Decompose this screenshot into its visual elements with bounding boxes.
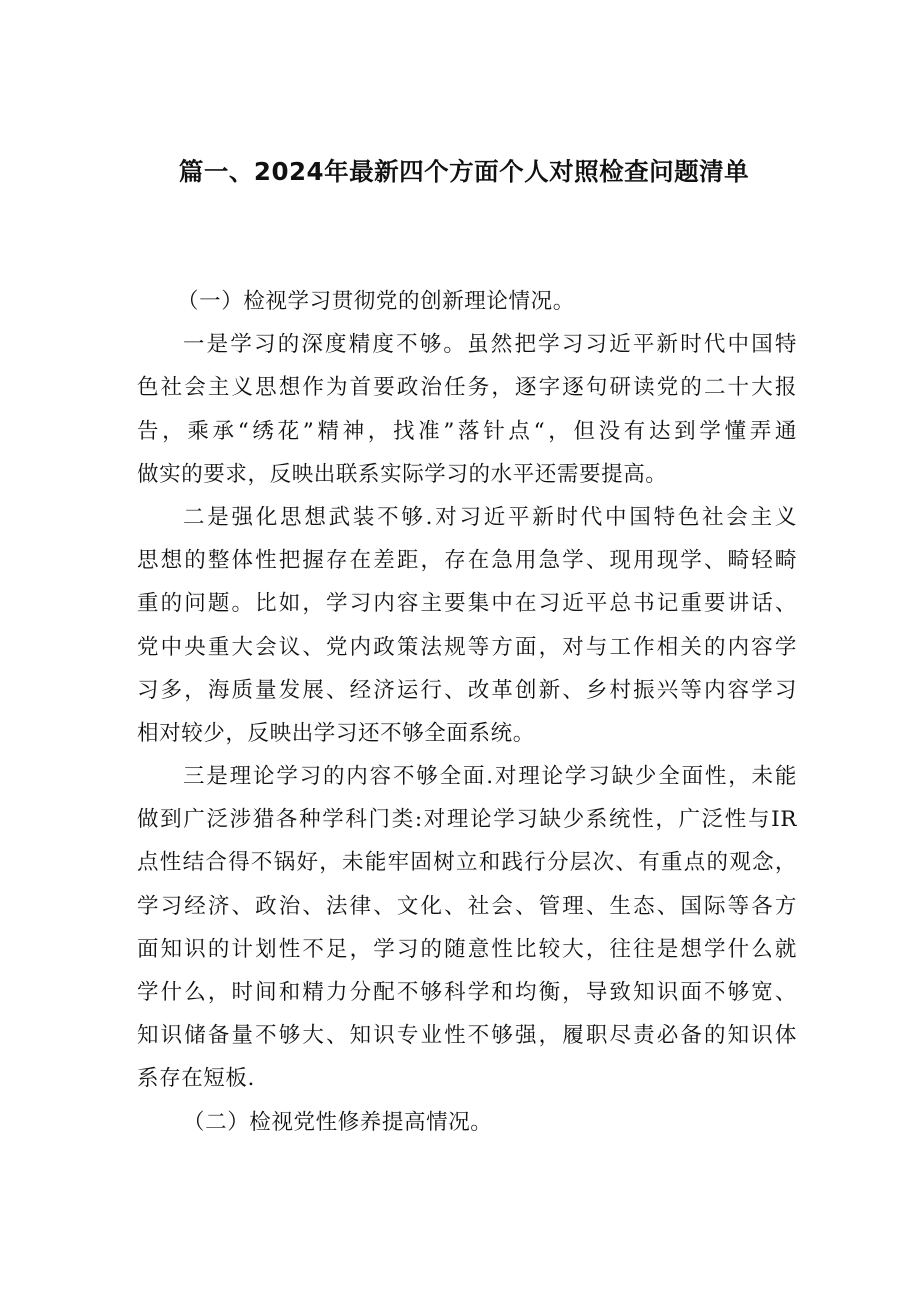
paragraph-3 xyxy=(137,755,797,1101)
text-line: 知识储备量不够大、知识专业性不够强，履职尽责必备的知识体 xyxy=(137,1023,797,1049)
text-line: 告，乘承“绣花”精神，找准”落针点“，但没有达到学懂弄通 xyxy=(137,418,797,444)
section-heading-1 xyxy=(137,280,797,323)
text-line: （一）检视学习贯彻党的创新理论情况。 xyxy=(177,289,575,314)
text-line: 面知识的计划性不足，学习的随意性比较大，往往是想学什么就 xyxy=(137,936,797,962)
text-line: 学习经济、政治、法律、文化、社会、管理、生态、国际等各方 xyxy=(137,893,797,919)
text-line: 二是强化思想武装不够.对习近平新时代中国特色社会主义 xyxy=(183,504,797,530)
text-line: 系存在短板. xyxy=(137,1066,255,1092)
text-line: 三是理论学习的内容不够全面.对理论学习缺少全面性，未能 xyxy=(183,764,797,790)
text-line: 思想的整体性把握存在差距，存在急用急学、现用现学、畸轻畸 xyxy=(137,548,797,574)
text-line: 重的问题。比如，学习内容主要集中在习近平总书记重要讲话、 xyxy=(137,591,797,617)
paragraph-1 xyxy=(137,323,797,496)
text-line: 学什么，时间和精力分配不够科学和均衡，导致知识面不够宽、 xyxy=(137,980,797,1005)
text-line: 一是学习的深度精度不够。虽然把学习习近平新时代中国特 xyxy=(183,332,797,358)
text-line: 习多，海质量发展、经济运行、改革创新、乡村振兴等内容学习 xyxy=(137,677,797,703)
document-body xyxy=(137,280,797,1144)
section-heading-2 xyxy=(137,1101,797,1144)
paragraph-2 xyxy=(137,496,797,755)
text-line: （二）检视党性修养提高情况。 xyxy=(183,1109,493,1135)
document-title: 篇一、2024年最新四个方面个人对照检查问题清单 xyxy=(178,157,750,186)
text-line: 做到广泛涉猎各种学科门类:对理论学习缺少系统性，广泛性与IR xyxy=(137,807,797,833)
text-line: 色社会主义思想作为首要政治任务，逐字逐句研读党的二十大报 xyxy=(137,375,797,401)
text-line: 相对较少，反映出学习还不够全面系统。 xyxy=(137,720,535,746)
text-line: 做实的要求，反映出联系实际学习的水平还需要提高。 xyxy=(137,461,668,487)
text-line: 党中央重大会议、党内政策法规等方面，对与工作相关的内容学 xyxy=(137,634,797,660)
text-line: 点性结合得不锅好，未能牢固树立和践行分层次、有重点的观念， xyxy=(137,850,797,876)
